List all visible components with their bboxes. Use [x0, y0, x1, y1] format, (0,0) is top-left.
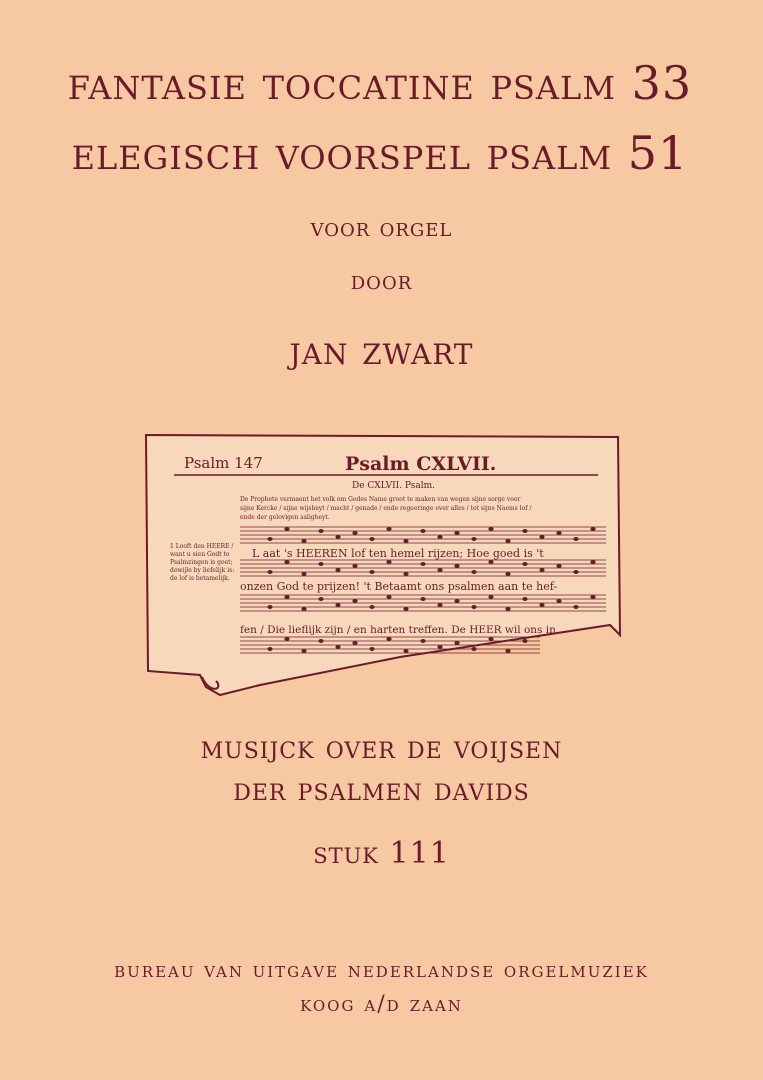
note-head [403, 539, 408, 543]
note-head [556, 564, 561, 568]
lyrics-line-2: onzen God te prijzen! 't Betaamt ons psalmen aan te hef- [240, 580, 558, 593]
note-head [488, 560, 493, 564]
note-head [488, 527, 493, 531]
note-head [352, 531, 357, 535]
note-head [386, 595, 391, 599]
plate-subheading: De CXLVII. Psalm. [352, 481, 436, 491]
note-head [420, 529, 425, 533]
note-head [488, 637, 493, 641]
note-head [505, 649, 510, 653]
instrument-text: voor orgel [310, 213, 453, 243]
note-head [386, 527, 391, 531]
plate-margin-note: 1 Looft den HEERE / want u sien Godt te Psalmzingen is goet; dewijle by liefelijk is: de lof is betamelijk. [170, 543, 235, 582]
note-head [335, 568, 340, 572]
note-head [386, 637, 391, 641]
note-head [471, 647, 476, 651]
note-head [471, 605, 476, 609]
note-head [522, 639, 527, 643]
series-line-2: der psalmen davids [233, 770, 530, 808]
note-head [301, 572, 306, 576]
note-head [590, 595, 595, 599]
plate-intro-2: sijne Kercke / sijne wijsheyt / macht / genade / ende regeeringe over alles / tot sijns Naems lof / [240, 505, 532, 512]
note-head [505, 539, 510, 543]
note-head [369, 570, 374, 574]
note-head [556, 531, 561, 535]
note-head [471, 570, 476, 574]
note-head [301, 539, 306, 543]
score-plate-svg [140, 425, 630, 705]
note-head [386, 560, 391, 564]
note-head [573, 605, 578, 609]
note-head [369, 605, 374, 609]
note-head [437, 568, 442, 572]
note-head [522, 597, 527, 601]
note-head [284, 637, 289, 641]
plate-heading: Psalm CXLVII. [345, 453, 497, 475]
note-head [420, 597, 425, 601]
note-head [505, 572, 510, 576]
note-head [471, 537, 476, 541]
page-label: Psalm 147 [184, 454, 263, 472]
lyrics-line-3: fen / Die lieflijk zijn / en harten treffen. De HEER wil ons in [240, 624, 556, 636]
note-head [301, 607, 306, 611]
note-head [420, 639, 425, 643]
composer-name: jan zwart [289, 328, 474, 374]
note-head [505, 607, 510, 611]
note-head [318, 597, 323, 601]
title-line-1: fantasie toccatine psalm 33 [67, 56, 693, 110]
note-head [454, 564, 459, 568]
title-line-2: elegisch voorspel psalm 51 [71, 126, 689, 180]
note-head [267, 537, 272, 541]
plate-intro-3: ende der gelovigen saligheyt. [240, 514, 330, 521]
note-head [318, 639, 323, 643]
note-head [573, 537, 578, 541]
publisher-line-2: koog a/d zaan [300, 992, 463, 1017]
note-head [590, 560, 595, 564]
note-head [318, 562, 323, 566]
series-line-1: musijck over de voijsen [200, 728, 563, 766]
note-head [403, 649, 408, 653]
by-text: door [350, 266, 413, 296]
note-head [522, 529, 527, 533]
note-head [437, 645, 442, 649]
note-head [369, 647, 374, 651]
note-head [284, 560, 289, 564]
note-head [403, 607, 408, 611]
note-head [352, 599, 357, 603]
note-head [284, 527, 289, 531]
plate-intro-1: De Prophete vermaent het volk om Godes Name groot te maken van wegen sijne sorge voor [240, 496, 521, 503]
note-head [556, 599, 561, 603]
note-head [437, 603, 442, 607]
note-head [454, 531, 459, 535]
note-head [267, 605, 272, 609]
note-head [284, 595, 289, 599]
note-head [352, 564, 357, 568]
lyrics-line-1: L aat 's HEEREN lof ten hemel rijzen; Hoe goed is 't [252, 547, 544, 560]
note-head [522, 562, 527, 566]
note-head [352, 641, 357, 645]
publisher-line-1: bureau van uitgave nederlandse orgelmuziek [114, 958, 649, 982]
part-number: stuk 111 [313, 836, 450, 871]
note-head [335, 645, 340, 649]
note-head [267, 570, 272, 574]
note-head [403, 572, 408, 576]
note-head [267, 647, 272, 651]
note-head [454, 599, 459, 603]
note-head [301, 649, 306, 653]
note-head [437, 535, 442, 539]
note-head [539, 535, 544, 539]
note-head [335, 535, 340, 539]
note-head [539, 603, 544, 607]
note-head [454, 641, 459, 645]
note-head [539, 568, 544, 572]
note-head [420, 562, 425, 566]
note-head [335, 603, 340, 607]
note-head [318, 529, 323, 533]
note-head [488, 595, 493, 599]
note-head [573, 570, 578, 574]
note-head [590, 527, 595, 531]
psalm-score-illustration [140, 425, 630, 705]
note-head [369, 537, 374, 541]
